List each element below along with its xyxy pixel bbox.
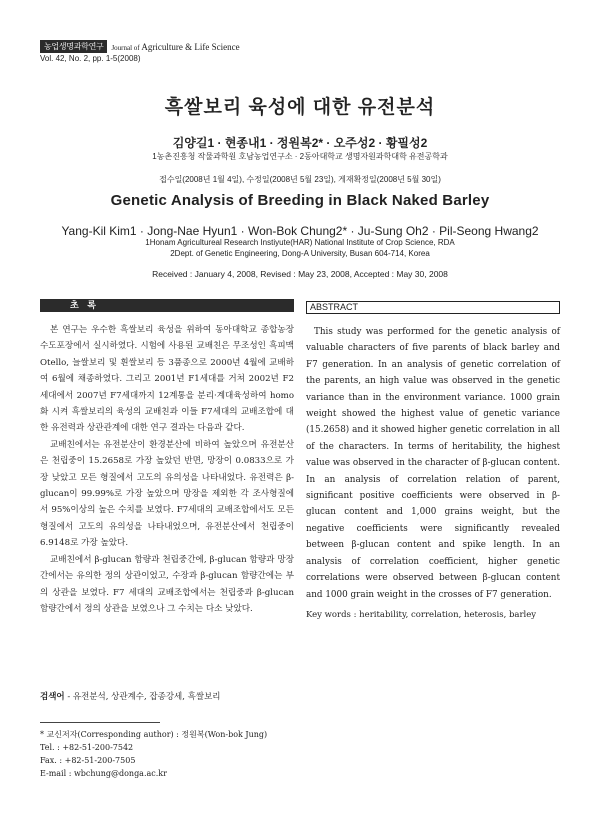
- korean-keywords-label: 검색어: [40, 691, 65, 701]
- korean-affiliations: 1농촌진흥청 작물과학원 호남농업연구소 · 2동아대학교 생명자원과학대학 유전공학과: [152, 152, 448, 161]
- english-authors: Yang-Kil Kim1 · Jong-Nae Hyun1 · Won-Bok Chung2* · Ju-Sung Oh2 · Pil-Seong Hwang2: [61, 224, 539, 238]
- footnote: [40, 728, 267, 780]
- korean-authors: 김양길1 · 현종내1 · 정원복2* · 오주성2 · 황필성2: [172, 136, 428, 150]
- korean-abstract: [40, 322, 294, 617]
- english-affiliation-1: 1Honam Agricultureal Research Instiyute(HAR) National Institute of Crop Science, RDA: [145, 238, 455, 247]
- english-abstract-paragraph: This study was performed for the genetic analysis of valuable characters of five parents of black barley and F7 generation. In an analysis of genetic correlation of the parents, an high value was observed in the genetic variance than in the environment variance. 1000 grain weight showed the highest value of genetic variance (15.2658) and it showed higher genetic correlation in all of the characters. In terms of heritability, the highest value was observed in the character of β-glucan content. In an analysis of correlation relation of parent, significant positive coefficients were observed in β-glucan content and 1,000 grains weight, but the negative coefficients were significantly revealed between β-glucan content and spike length. In an analysis of correlation coefficient, higher genetic correlations were observed between β-glucan content and 1000 grain weight in the crosses of F7 generation.: [306, 327, 560, 600]
- fax: Fax. : +82-51-200-7505: [40, 756, 136, 765]
- journal-header: [40, 40, 240, 53]
- corresponding-author: * 교신저자(Corresponding author) : 정원복(Won-bok Jung): [40, 730, 268, 739]
- korean-abstract-paragraph: 교배친에서는 유전분산이 환경분산에 비하여 높았으며 유전분산은 천립중이 15.2658로 가장 높았던 반면, 망장이 0.0833으로 가장 낮았고 모든 형질에서 고도의 유의성을 나타내었다. 유전력은 β-glucan이 99.99%로 가장 높았으며 망장을 제외한 각 조사형질에서 95%이상의 높은 수치를 보였다. F7세대의 교배조합에서도 모든 형질에서 고도의 유의성을 나타내었으며, 유전분산에서 천립중이 6.9148로 가장 높았다.: [40, 439, 294, 549]
- english-dates: Received : January 4, 2008, Revised : May 23, 2008, Accepted : May 30, 2008: [152, 269, 448, 279]
- korean-keywords-list: - 유전분석, 상관계수, 잡종강세, 흑쌀보리: [67, 692, 221, 702]
- english-abstract-heading: ABSTRACT: [306, 301, 560, 314]
- english-keywords: Key words : heritability, correlation, heterosis, barley: [306, 610, 537, 620]
- english-affiliation-2: 2Dept. of Genetic Engineering, Dong-A University, Busan 604-714, Korea: [170, 249, 430, 258]
- korean-dates: 접수일(2008년 1월 4일), 수정일(2008년 5월 23일), 게재확정일(2008년 5월 30일): [159, 175, 441, 184]
- korean-keywords: [40, 690, 221, 702]
- journal-badge: 농업생명과학연구: [40, 40, 107, 53]
- english-title: Genetic Analysis of Breeding in Black Naked Barley: [110, 192, 490, 209]
- footnote-divider: [40, 722, 160, 723]
- volume-info: Vol. 42, No. 2, pp. 1-5(2008): [40, 54, 141, 63]
- email: E-mail : wbchung@donga.ac.kr: [40, 769, 167, 778]
- journal-title: Journal of Agriculture & Life Science: [111, 41, 240, 52]
- english-abstract: [306, 324, 560, 603]
- korean-abstract-paragraph: 교배친에서 β-glucan 함량과 천립중간에, β-glucan 함량과 망장간에서는 유의한 정의 상관이었고, 수장과 β-glucan 함량간에는 부의 상관을 보였다. F7 세대의 교배조합에서는 천립중과 β-glucan 함량간에서 정의 상관을 보였으나 그 수치는 다소 낮았다.: [40, 554, 294, 614]
- korean-abstract-heading: 초 록: [40, 299, 294, 312]
- telephone: Tel. : +82-51-200-7542: [40, 743, 134, 752]
- korean-title: 흑쌀보리 육성에 대한 유전분석: [164, 97, 436, 118]
- korean-abstract-paragraph: 본 연구는 우수한 흑쌀보리 육성을 위하여 동아대학교 종합농장 수도포장에서 실시하였다. 시험에 사용된 교배친은 무조성인 흑피맥 Otello, 늘쌀보리 및 흰쌀보리 등 3품종으로 2000년 4월에 교배하여 6월에 채종하였다. 그리고 2001년 F1세대를 거쳐 2002년 F2세대에서 2007년 F7세대까지 12계통을 분리·계대육성하여 homo화 시켜 흑쌀보리의 육성의 교배친과 이들 F7세대의 교배조합에 대한 유전력과 상관관계에 대한 연구 결과는 다음과 같다.: [40, 325, 294, 434]
